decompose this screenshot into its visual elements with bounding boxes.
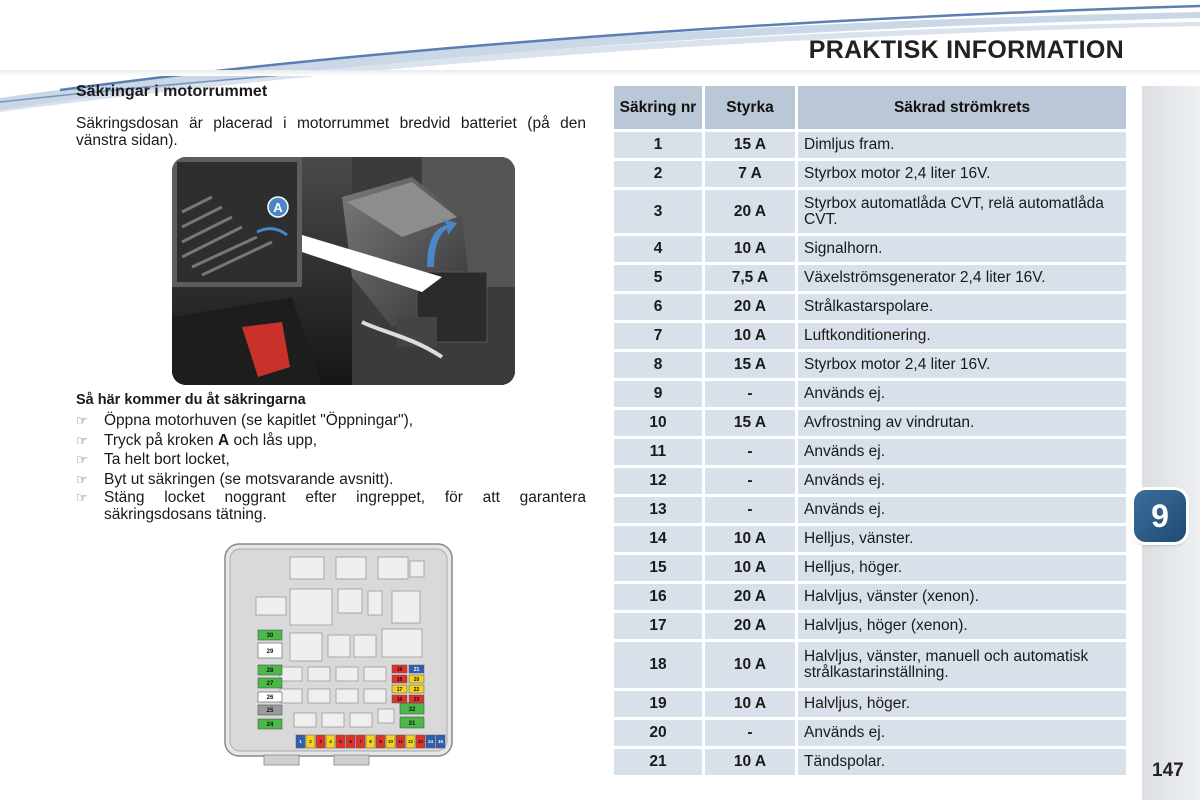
intro-paragraph: Säkringsdosan är placerad i motorrummet bredvid batteriet (på den vänstra sidan). [76,115,586,149]
cell-fuse-nr: 14 [614,526,702,552]
table-row [614,642,1126,688]
table-row [614,190,1126,233]
table-row [614,410,1126,436]
cell-fuse-nr: 3 [614,190,702,233]
fuse-label-30: 30 [266,633,274,639]
page-number: 147 [1152,760,1184,781]
step-text: och lås upp, [229,431,318,449]
col-header-nr: Säkring nr [614,86,702,129]
fuse-label-11: 11 [398,739,403,744]
cell-circuit: Används ej. [795,720,1126,746]
cell-strength: 10 A [702,642,795,688]
list-item [76,450,586,470]
cell-fuse-nr: 19 [614,691,702,717]
cell-strength: 10 A [702,691,795,717]
fuse-label-24: 24 [266,722,274,728]
table-row [614,161,1126,187]
table-row [614,352,1126,378]
fuse-label-27: 27 [266,681,274,687]
fuse-label-23: 23 [413,697,420,703]
fuse-label-21: 21 [413,667,420,673]
fuse-label-25: 25 [266,708,274,714]
cell-fuse-nr: 11 [614,439,702,465]
step-text: Ta helt bort locket, [104,451,230,468]
fuse-label-22: 22 [413,687,420,693]
chapter-side-tab [1142,86,1200,800]
col-header-circuit: Säkrad strömkrets [795,86,1126,129]
fuse-table [614,83,1126,778]
fuse-label-16: 16 [396,697,403,703]
cell-circuit: Tändspolar. [795,749,1126,775]
header-band [0,70,1200,76]
fuse-label-28: 28 [266,668,274,674]
fuse-label-7: 7 [359,739,362,744]
cell-fuse-nr: 15 [614,555,702,581]
cell-circuit: Används ej. [795,381,1126,407]
fuse-label-18: 18 [396,677,403,683]
fuse-box-diagram [224,543,453,771]
access-heading: Så här kommer du åt säkringarna [76,392,306,408]
fuse-label-5: 5 [339,739,342,744]
cell-circuit: Används ej. [795,468,1126,494]
cell-fuse-nr: 16 [614,584,702,610]
table-row [614,555,1126,581]
cell-strength: - [702,497,795,523]
section-title: PRAKTISK INFORMATION [808,36,1124,64]
cell-circuit: Används ej. [795,439,1126,465]
fuse-label-13: 13 [417,739,424,744]
cell-fuse-nr: 1 [614,132,702,158]
list-item [76,489,586,523]
cell-strength: 10 A [702,323,795,349]
cell-strength: 10 A [702,555,795,581]
cell-strength: 7,5 A [702,265,795,291]
cell-strength: 15 A [702,352,795,378]
table-row [614,265,1126,291]
table-row [614,720,1126,746]
table-row [614,613,1126,639]
pointing-hand-icon: ☞ [76,471,88,487]
cell-circuit: Halvljus, vänster, manuell och automatisk strålkastarinställning. [795,642,1126,688]
cell-strength: 10 A [702,526,795,552]
cell-circuit: Växelströmsgenerator 2,4 liter 16V. [795,265,1126,291]
fuse-label-26: 26 [266,695,274,701]
cell-strength: 10 A [702,749,795,775]
cell-circuit: Används ej. [795,497,1126,523]
fuse-label-2: 2 [309,739,312,744]
cell-circuit: Avfrostning av vindrutan. [795,410,1126,436]
cell-fuse-nr: 2 [614,161,702,187]
pointing-hand-icon: ☞ [76,413,88,428]
cell-strength: 10 A [702,236,795,262]
table-row [614,749,1126,775]
cell-fuse-nr: 9 [614,381,702,407]
cell-strength: - [702,439,795,465]
table-row [614,236,1126,262]
cell-strength: 7 A [702,161,795,187]
step-text: Stäng locket noggrant efter ingreppet, för att garantera säkringsdosans tätning. [104,489,586,523]
cell-circuit: Strålkastarspolare. [795,294,1126,320]
engine-bay-photo [172,157,515,385]
chapter-badge: 9 [1134,490,1186,542]
fuse-label-17: 17 [396,687,403,693]
cell-strength: 20 A [702,613,795,639]
cell-circuit: Styrbox automatlåda CVT, relä automatlåda CVT. [795,190,1126,233]
cell-circuit: Signalhorn. [795,236,1126,262]
fuse-label-9: 9 [379,739,382,744]
list-item [76,431,586,451]
cell-fuse-nr: 7 [614,323,702,349]
table-row [614,381,1126,407]
pointing-hand-icon: ☞ [76,490,88,505]
pointing-hand-icon: ☞ [76,452,88,467]
fuse-label-10: 10 [387,739,394,744]
access-steps [76,411,586,523]
cell-circuit: Styrbox motor 2,4 liter 16V. [795,161,1126,187]
list-item [76,470,586,490]
hook-a-marker: A [273,200,283,215]
cell-fuse-nr: 8 [614,352,702,378]
step-text: Byt ut säkringen (se motsvarande avsnitt). [104,470,394,488]
cell-circuit: Luftkonditionering. [795,323,1126,349]
section-heading: Säkringar i motorrummet [76,83,268,100]
table-header-row [614,86,1126,129]
fuse-label-19: 19 [396,667,403,673]
cell-strength: 20 A [702,190,795,233]
cell-strength: 15 A [702,132,795,158]
fuse-label-29: 29 [266,649,274,655]
table-row [614,691,1126,717]
cell-fuse-nr: 5 [614,265,702,291]
fuse-label-12: 12 [407,739,414,744]
fuse-label-1: 1 [299,739,302,744]
table-row [614,584,1126,610]
table-row [614,294,1126,320]
cell-fuse-nr: 13 [614,497,702,523]
cell-strength: - [702,381,795,407]
cell-strength: 15 A [702,410,795,436]
cell-strength: 20 A [702,584,795,610]
cell-circuit: Dimljus fram. [795,132,1126,158]
step-text: Tryck på kroken [104,431,218,449]
list-item [76,411,586,431]
cell-fuse-nr: 6 [614,294,702,320]
table-row [614,468,1126,494]
fuse-label-31: 31 [408,721,416,727]
table-row [614,526,1126,552]
cell-strength: 20 A [702,294,795,320]
cell-fuse-nr: 10 [614,410,702,436]
cell-fuse-nr: 20 [614,720,702,746]
fuse-label-4: 4 [329,739,332,744]
cell-fuse-nr: 4 [614,236,702,262]
table-row [614,439,1126,465]
cell-circuit: Styrbox motor 2,4 liter 16V. [795,352,1126,378]
pointing-hand-icon: ☞ [76,432,88,448]
cell-fuse-nr: 17 [614,613,702,639]
hook-label: A [218,431,230,449]
table-row [614,132,1126,158]
fuse-label-8: 8 [369,739,372,744]
fuse-label-3: 3 [319,739,322,744]
cell-fuse-nr: 12 [614,468,702,494]
cell-circuit: Halvljus, vänster (xenon). [795,584,1126,610]
fuse-label-6: 6 [349,739,352,744]
cell-fuse-nr: 21 [614,749,702,775]
cell-strength: - [702,720,795,746]
cell-circuit: Helljus, höger. [795,555,1126,581]
cell-strength: - [702,468,795,494]
col-header-strength: Styrka [702,86,795,129]
fuse-label-15: 15 [437,739,444,744]
cell-circuit: Halvljus, höger (xenon). [795,613,1126,639]
cell-circuit: Halvljus, höger. [795,691,1126,717]
cell-fuse-nr: 18 [614,642,702,688]
cell-circuit: Helljus, vänster. [795,526,1126,552]
fuse-label-14: 14 [427,739,434,744]
fuse-label-32: 32 [408,707,416,713]
table-row [614,323,1126,349]
fuse-label-20: 20 [413,677,420,683]
step-text: Öppna motorhuven (se kapitlet "Öppningar"), [104,412,414,429]
table-row [614,497,1126,523]
